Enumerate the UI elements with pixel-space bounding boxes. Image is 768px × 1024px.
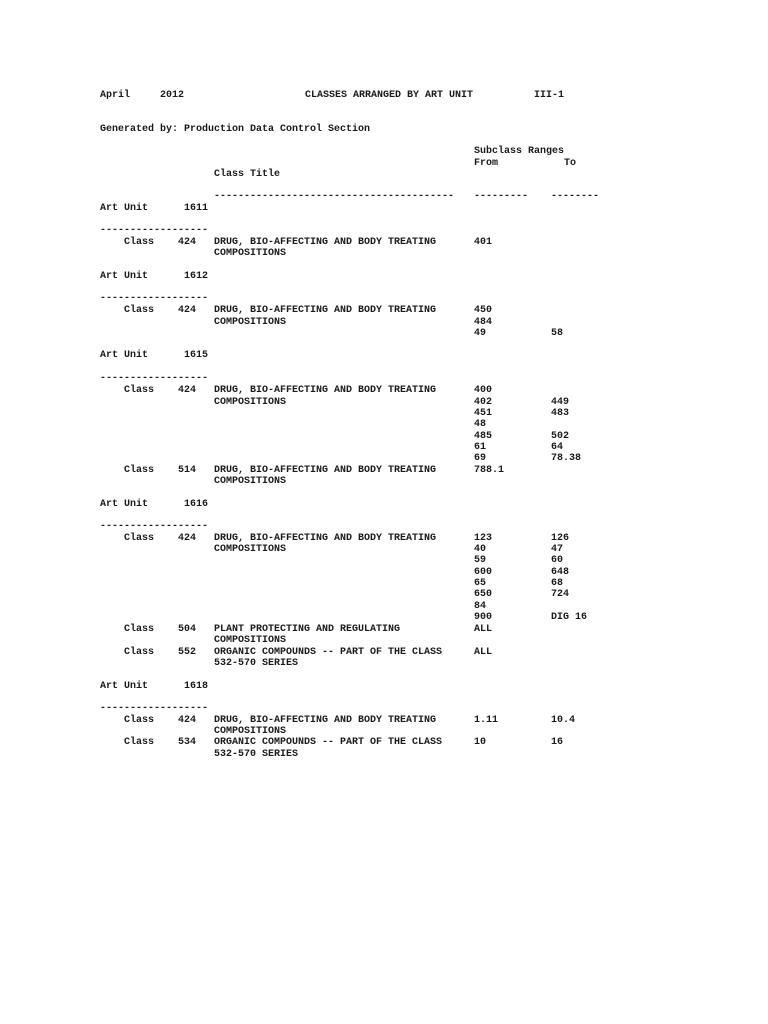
subclass-to: 126	[551, 533, 570, 544]
class-title-line: DRUG, BIO-AFFECTING AND BODY TREATING	[214, 385, 437, 396]
art-unit-rule: ------------------	[100, 703, 209, 714]
subclass-from: 49	[474, 328, 487, 339]
class-label: Class	[124, 737, 155, 748]
class-title-line: 532-570 SERIES	[214, 658, 299, 669]
class-label: Class	[124, 237, 155, 248]
class-number: 424	[178, 305, 197, 316]
header-year: 2012	[160, 90, 185, 101]
class-title-line: COMPOSITIONS	[214, 317, 287, 328]
from-column-rule: ---------	[474, 191, 529, 202]
art-unit-label: Art Unit	[100, 350, 149, 361]
art-unit-rule: ------------------	[100, 293, 209, 304]
class-title-line: COMPOSITIONS	[214, 635, 287, 646]
subclass-from: ALL	[474, 647, 493, 658]
art-unit-number: 1611	[184, 203, 209, 214]
subclass-from: 788.1	[474, 465, 505, 476]
art-unit-label: Art Unit	[100, 271, 149, 282]
subclass-from: 40	[474, 544, 487, 555]
art-unit-number: 1612	[184, 271, 209, 282]
subclass-ranges-heading: Subclass Ranges	[474, 146, 565, 157]
subclass-from: 10	[474, 737, 487, 748]
subclass-from: ALL	[474, 624, 493, 635]
subclass-from: 48	[474, 419, 487, 430]
subclass-to: DIG 16	[551, 612, 588, 623]
class-title-line: DRUG, BIO-AFFECTING AND BODY TREATING	[214, 465, 437, 476]
subclass-from: 69	[474, 453, 487, 464]
art-unit-number: 1618	[184, 681, 209, 692]
class-number: 514	[178, 465, 197, 476]
subclass-from: 84	[474, 601, 487, 612]
art-unit-rule: ------------------	[100, 225, 209, 236]
subclass-to: 10.4	[551, 715, 576, 726]
header-month: April	[100, 90, 131, 101]
art-unit-label: Art Unit	[100, 203, 149, 214]
page-number: III-1	[534, 90, 565, 101]
page-title: CLASSES ARRANGED BY ART UNIT	[305, 90, 474, 101]
subclass-from: 900	[474, 612, 493, 623]
class-number: 424	[178, 237, 197, 248]
subclass-to: 60	[551, 555, 564, 566]
art-unit-label: Art Unit	[100, 499, 149, 510]
subclass-to: 47	[551, 544, 564, 555]
subclass-from: 400	[474, 385, 493, 396]
art-unit-number: 1615	[184, 350, 209, 361]
to-column-rule: --------	[551, 191, 600, 202]
subclass-from: 484	[474, 317, 493, 328]
class-number: 424	[178, 385, 197, 396]
subclass-from: 600	[474, 567, 493, 578]
class-title-line: DRUG, BIO-AFFECTING AND BODY TREATING	[214, 305, 437, 316]
subclass-from: 59	[474, 555, 487, 566]
subclass-to: 724	[551, 589, 570, 600]
class-label: Class	[124, 385, 155, 396]
class-number: 424	[178, 533, 197, 544]
class-label: Class	[124, 624, 155, 635]
class-title-line: COMPOSITIONS	[214, 476, 287, 487]
subclass-from: 485	[474, 431, 493, 442]
class-title-line: ORGANIC COMPOUNDS -- PART OF THE CLASS	[214, 737, 443, 748]
class-number: 534	[178, 737, 197, 748]
class-title-line: DRUG, BIO-AFFECTING AND BODY TREATING	[214, 715, 437, 726]
class-title-line: COMPOSITIONS	[214, 544, 287, 555]
class-title-line: DRUG, BIO-AFFECTING AND BODY TREATING	[214, 533, 437, 544]
from-column-heading: From	[474, 158, 499, 169]
subclass-to: 68	[551, 578, 564, 589]
subclass-to: 502	[551, 431, 570, 442]
subclass-from: 451	[474, 408, 493, 419]
generated-by: Generated by: Production Data Control Section	[100, 124, 371, 135]
art-unit-number: 1616	[184, 499, 209, 510]
subclass-from: 65	[474, 578, 487, 589]
subclass-to: 58	[551, 328, 564, 339]
art-unit-rule: ------------------	[100, 373, 209, 384]
class-number: 504	[178, 624, 197, 635]
class-title-rule: ----------------------------------------	[214, 191, 455, 202]
class-title-line: ORGANIC COMPOUNDS -- PART OF THE CLASS	[214, 647, 443, 658]
subclass-to: 648	[551, 567, 570, 578]
class-title-heading: Class Title	[214, 169, 281, 180]
subclass-to: 78.38	[551, 453, 582, 464]
class-title-line: 532-570 SERIES	[214, 749, 299, 760]
subclass-from: 402	[474, 397, 493, 408]
to-column-heading: To	[564, 158, 577, 169]
class-title-line: COMPOSITIONS	[214, 726, 287, 737]
art-unit-rule: ------------------	[100, 521, 209, 532]
class-title-line: DRUG, BIO-AFFECTING AND BODY TREATING	[214, 237, 437, 248]
class-label: Class	[124, 305, 155, 316]
subclass-to: 449	[551, 397, 570, 408]
class-label: Class	[124, 715, 155, 726]
subclass-to: 483	[551, 408, 570, 419]
class-label: Class	[124, 533, 155, 544]
subclass-from: 650	[474, 589, 493, 600]
subclass-from: 401	[474, 237, 493, 248]
class-number: 424	[178, 715, 197, 726]
subclass-from: 123	[474, 533, 493, 544]
subclass-from: 1.11	[474, 715, 499, 726]
class-title-line: PLANT PROTECTING AND REGULATING	[214, 624, 401, 635]
subclass-from: 61	[474, 442, 487, 453]
class-number: 552	[178, 647, 197, 658]
subclass-from: 450	[474, 305, 493, 316]
class-label: Class	[124, 647, 155, 658]
class-label: Class	[124, 465, 155, 476]
art-unit-label: Art Unit	[100, 681, 149, 692]
class-title-line: COMPOSITIONS	[214, 397, 287, 408]
class-title-line: COMPOSITIONS	[214, 248, 287, 259]
subclass-to: 64	[551, 442, 564, 453]
subclass-to: 16	[551, 737, 564, 748]
